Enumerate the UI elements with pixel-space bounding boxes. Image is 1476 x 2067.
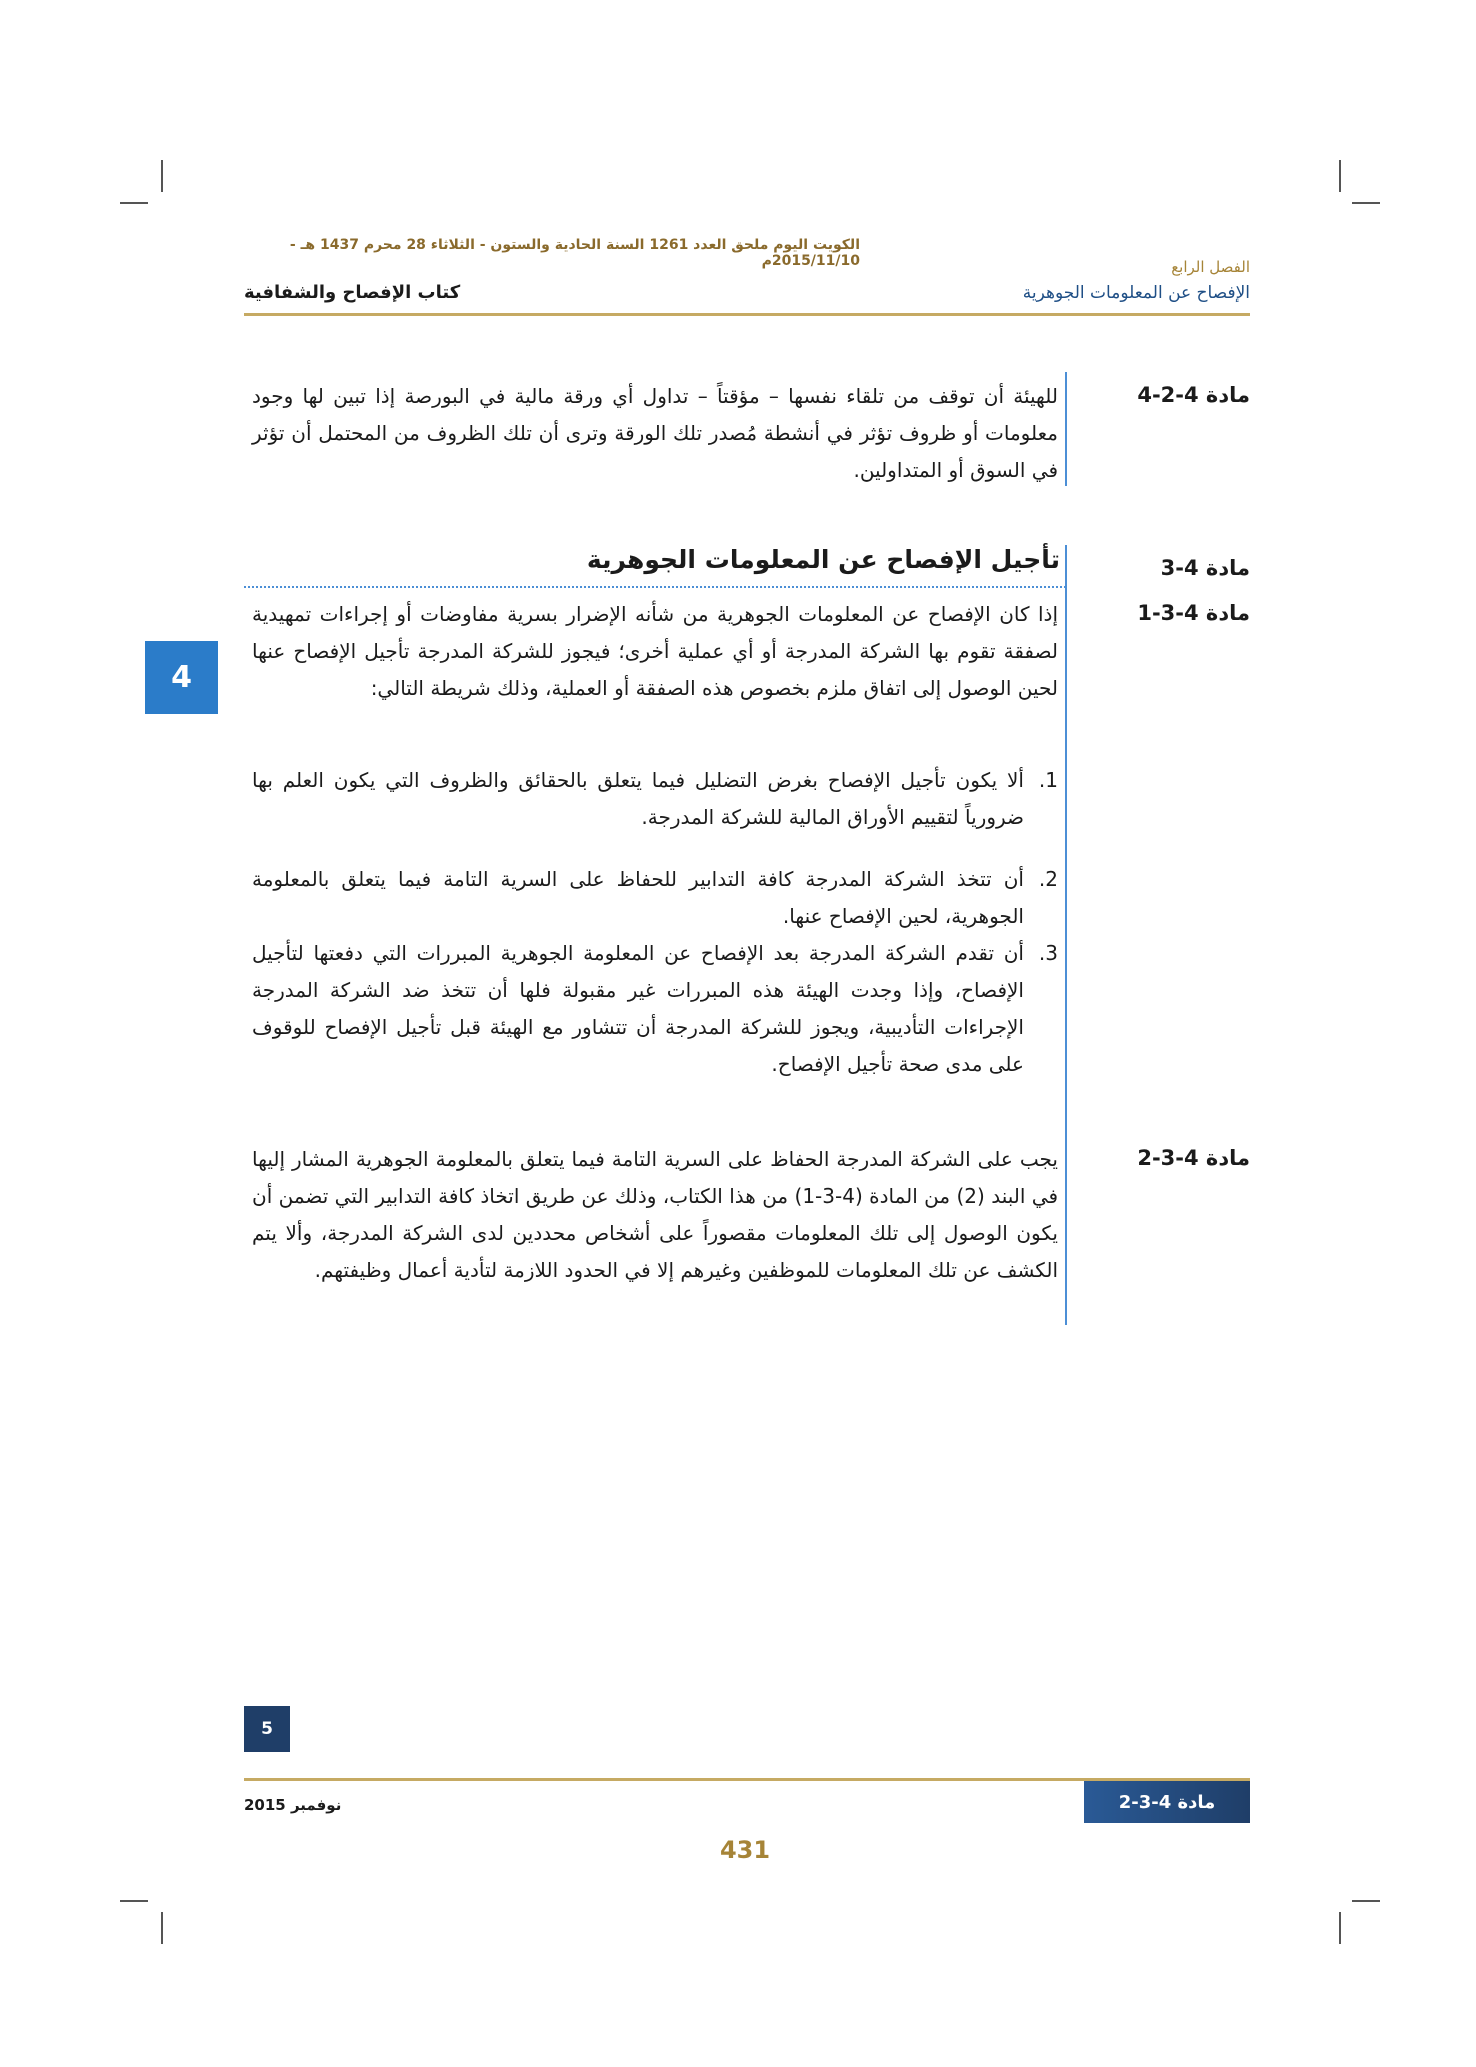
list-item <box>252 935 1058 1083</box>
list-number: 3. <box>1038 941 1058 965</box>
folio-number: 431 <box>719 1836 771 1864</box>
chapter-label: الفصل الرابع <box>1171 258 1250 276</box>
chapter-tab: 4 <box>145 641 218 714</box>
crop-mark <box>161 160 163 192</box>
crop-mark <box>161 1912 163 1944</box>
list-text: أن تتخذ الشركة المدرجة كافة التدابير للحفاظ على السرية التامة فيما يتعلق بالمعلومة الجوهرية، لحين الإفصاح عنها. <box>252 867 1024 928</box>
chapter-subtitle: الإفصاح عن المعلومات الجوهرية <box>1022 283 1250 303</box>
article-label: مادة 4-3-2 <box>1137 1146 1250 1170</box>
section-title: تأجيل الإفصاح عن المعلومات الجوهرية <box>586 545 1060 574</box>
crop-mark <box>120 202 148 204</box>
article-label: مادة 4-3-1 <box>1137 601 1250 625</box>
footer-article-badge: مادة 4-3-2 <box>1084 1781 1250 1823</box>
header-rule <box>244 313 1250 316</box>
crop-mark <box>120 1900 148 1902</box>
footer-date: نوفمبر 2015 <box>244 1796 342 1814</box>
dotted-divider <box>244 586 1066 588</box>
page-number-box: 5 <box>244 1706 290 1752</box>
article-text: إذا كان الإفصاح عن المعلومات الجوهرية من شأنه الإضرار بسرية مفاوضات أو إجراءات تمهيدية لصفقة تقوم بها الشركة المدرجة أو أي عملية أخرى؛ فيجوز للشركة المدرجة تأجيل الإفصاح عنها لحين الوصول إلى اتفاق ملزم بخصوص هذه الصفقة أو العملية، وذلك شريطة التالي: <box>252 602 1058 700</box>
crop-mark <box>1339 1912 1341 1944</box>
column-rule <box>1065 545 1067 1325</box>
list-text: ألا يكون تأجيل الإفصاح بغرض التضليل فيما يتعلق بالحقائق والظروف التي يكون العلم بها ضرورياً لتقييم الأوراق المالية للشركة المدرجة. <box>252 768 1024 829</box>
list-text: أن تقدم الشركة المدرجة بعد الإفصاح عن المعلومة الجوهرية المبررات التي دفعتها لتأجيل الإفصاح، وإذا وجدت الهيئة هذه المبررات غير مقبولة فلها أن تتخذ ضد الشركة المدرجة الإجراءات التأديبية، ويجوز للشركة المدرجة أن تتشاور مع الهيئة قبل تأجيل الإفصاح للوقوف على مدى صحة تأجيل الإفصاح. <box>252 941 1024 1076</box>
book-title: كتاب الإفصاح والشفافية <box>244 282 461 303</box>
section-label: مادة 4-3 <box>1160 556 1250 580</box>
list-number: 2. <box>1038 867 1058 891</box>
list-item <box>252 762 1058 836</box>
article-label: مادة 4-2-4 <box>1137 383 1250 407</box>
column-rule <box>1065 372 1067 486</box>
list-number: 1. <box>1038 768 1058 792</box>
article-text: يجب على الشركة المدرجة الحفاظ على السرية التامة فيما يتعلق بالمعلومة الجوهرية المشار إليها في البند (2) من المادة (4-3-1) من هذا الكتاب، وذلك عن طريق اتخاذ كافة التدابير التي تضمن أن يكون الوصول إلى تلك المعلومات مقصوراً على أشخاص محددين لدى الشركة المدرجة، وألا يتم الكشف عن تلك المعلومات للموظفين وغيرهم إلا في الحدود اللازمة لتأدية أعمال وظيفتهم. <box>252 1147 1059 1282</box>
crop-mark <box>1352 202 1380 204</box>
crop-mark <box>1352 1900 1380 1902</box>
list-item <box>252 861 1058 935</box>
gazette-line: الكويت اليوم ملحق العدد 1261 السنة الحادية والستون - الثلاثاء 28 محرم 1437 هـ - 2015/11/10م <box>289 237 860 269</box>
article-text: للهيئة أن توقف من تلقاء نفسها – مؤقتاً – تداول أي ورقة مالية في البورصة إذا تبين لها وجود معلومات أو ظروف تؤثر في أنشطة مُصدر تلك الورقة وترى أن تلك الظروف من المحتمل أن تؤثر في السوق أو المتداولين. <box>252 384 1058 482</box>
crop-mark <box>1339 160 1341 192</box>
